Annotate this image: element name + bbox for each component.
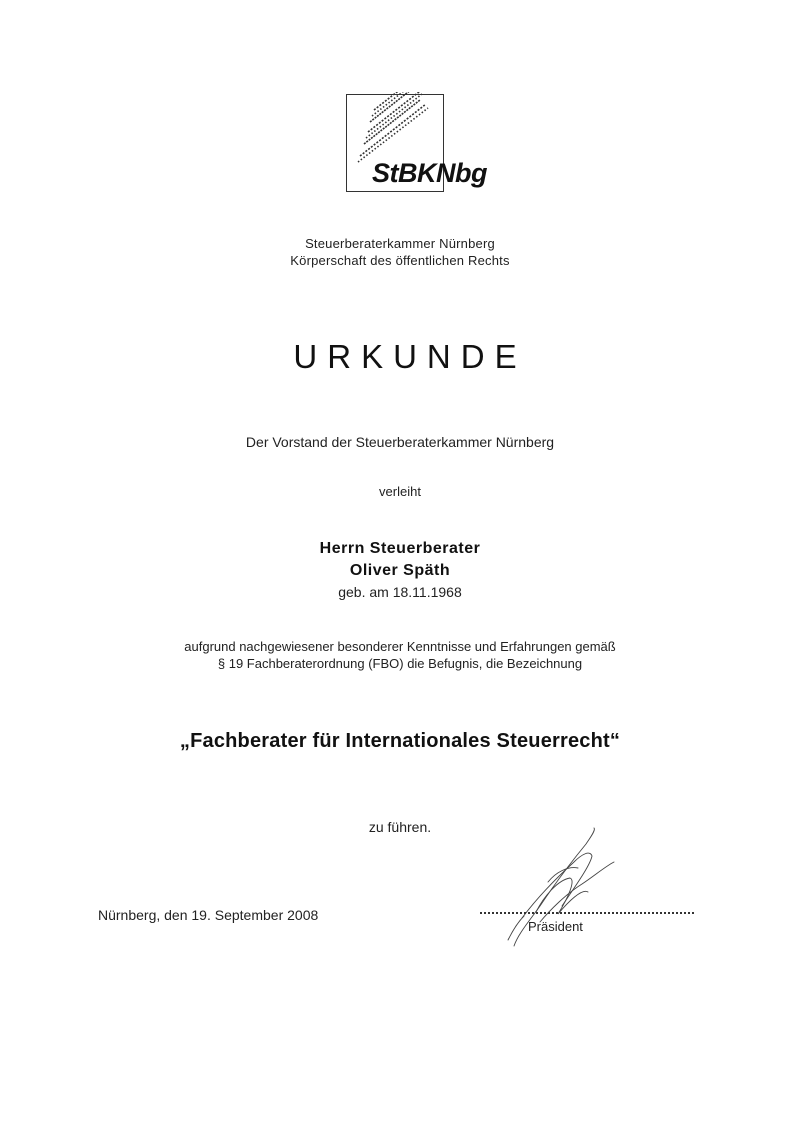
- document-title: URKUNDE: [293, 338, 527, 375]
- recipient-name: Oliver Späth: [349, 562, 451, 579]
- signature-block: [478, 822, 698, 952]
- basis-line-1: aufgrund nachgewiesener besonderer Kenntnisse und Erfahrungen gemäß: [184, 639, 616, 654]
- handwritten-signature: [478, 822, 698, 952]
- intro-text: Der Vorstand der Steuerberaterkammer Nürnberg: [245, 434, 555, 450]
- basis-line-2: § 19 Fachberaterordnung (FBO) die Befugnis, die Bezeichnung: [217, 656, 583, 671]
- closing-text: zu führen.: [368, 819, 432, 835]
- logo-wordmark: StBKNbg: [372, 158, 487, 188]
- designation-title: „Fachberater für Internationales Steuerrecht“: [179, 730, 621, 752]
- recipient-birthdate: geb. am 18.11.1968: [338, 584, 462, 600]
- verb-text: verleiht: [379, 484, 421, 499]
- signature-line: [480, 912, 694, 914]
- issuer-legal-status: Körperschaft des öffentlichen Rechts: [290, 253, 510, 268]
- place-and-date: Nürnberg, den 19. September 2008: [98, 907, 319, 923]
- chamber-logo: [344, 92, 510, 196]
- recipient-salutation: Herrn Steuerberater: [319, 540, 481, 557]
- signatory-role: Präsident: [528, 919, 583, 934]
- issuer-name: Steuerberaterkammer Nürnberg: [305, 236, 495, 251]
